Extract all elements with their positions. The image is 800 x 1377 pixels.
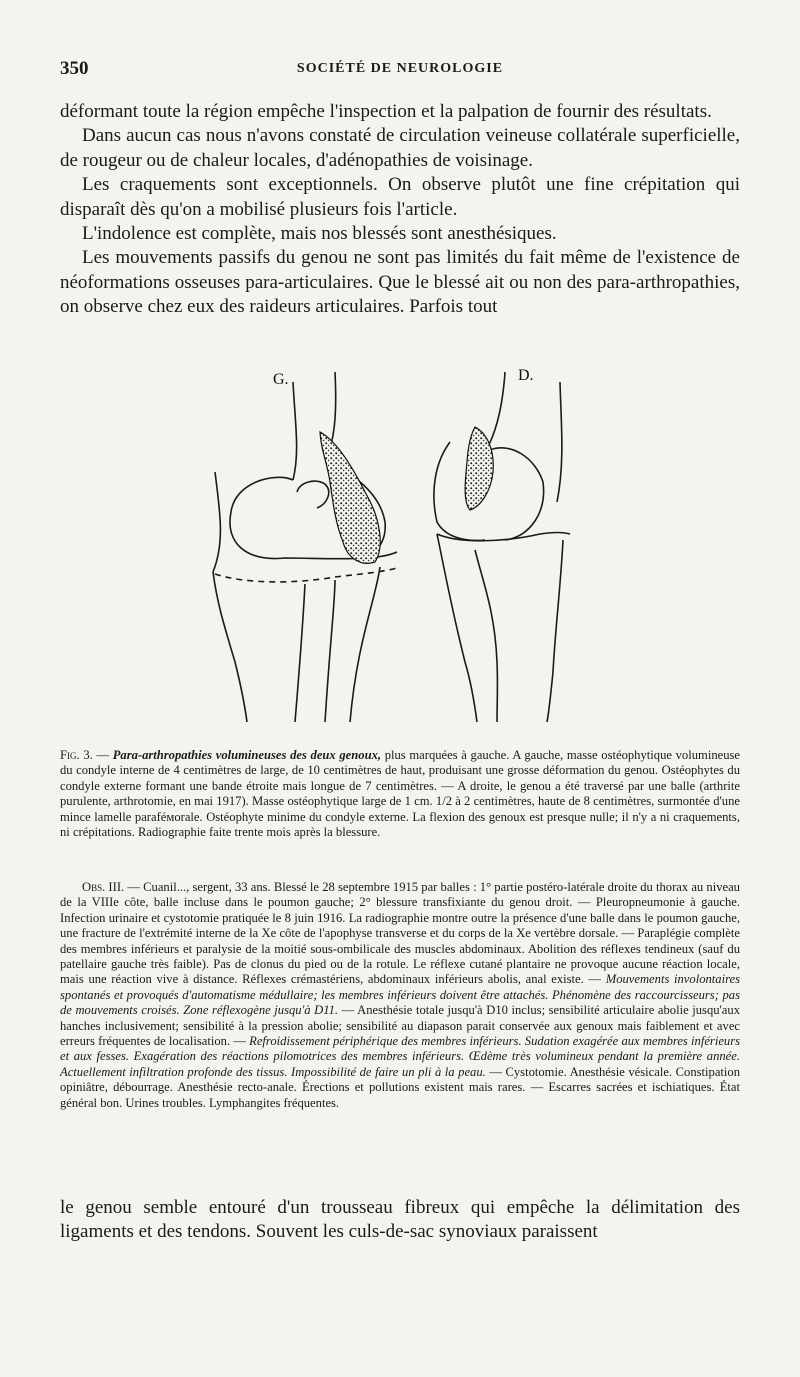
observation-text-2: — Anesthésie totale jusqu'à D10 inclus; sensibilité articulaire abolie jusqu'aux hanches inclusivement; sensibilité à la pression abolie; sensibilité au diapason parait conservée aux genoux mais faiblement et avec erreurs fréquentes de localisation. — xyxy=(60,1003,740,1049)
knee-radiograph-figure xyxy=(175,362,595,732)
label-right-knee: D. xyxy=(518,367,534,384)
page-header xyxy=(60,58,740,82)
observation-text-3: — Cystotomie. Anesthésie vésicale. Constipation opiniâtre, débourrage. Anesthésie recto-anale. Érections et pollutions existent mais rares. — Escarres sacrées et ischiatiques. État général bon. Urines troubles. Lymphangites fréquentes. xyxy=(60,1064,741,1110)
caption-text: plus marquées à gauche. A gauche, masse ostéophytique volumineuse du condyle interne de 4 centimètres de large, de 10 centimètres de haut, produisant une grosse déformation du genou. Ostéophytes du condyle externe formant une bande étroite mais longue de 7 centimètres. — A droite, le genou a été traversé par une balle (arthrite purulente, arthrotomie, en mai 1917). Masse ostéophytique large de 1 cm. 1/2 à 2 centimètres, haute de 8 centimètres, surmontée d'une mince lamelle paraféмorale. Ostéophyte minime du condyle externe. La flexion des genoux est presque nulle; il n'y a ni craquements, ni crépitations. Radiographie faite trente mois après la blessure. xyxy=(60,748,740,840)
paragraph: Dans aucun cas nous n'avons constaté de circulation veineuse collatérale superficielle, de rougeur ou de chaleur locales, d'adénopathies de voisinage. xyxy=(60,125,740,171)
figure-caption xyxy=(60,748,740,840)
running-head: SOCIÉTÉ DE NEUROLOGIE xyxy=(296,61,504,76)
paragraph: Les craquements sont exceptionnels. On observe plutôt une fine crépitation qui disparaît dès qu'on a mobilisé plusieurs fois l'article. xyxy=(60,174,740,220)
caption-paragraph xyxy=(60,748,740,840)
right-knee xyxy=(434,372,570,722)
closing-paragraph: le genou semble entouré d'un trousseau fibreux qui empêche la délimitation des ligaments et des tendons. Souvent les culs-de-sac synoviaux paraissent xyxy=(60,1197,740,1243)
caption-title: Para-arthropathies volumineuses des deux genoux, xyxy=(112,748,382,762)
left-osteophyte-mass xyxy=(320,432,380,563)
label-left-knee: G. xyxy=(273,371,289,388)
knee-drawing xyxy=(175,362,595,732)
caption-lead: Fig. 3. — xyxy=(60,748,110,762)
paragraph: Les mouvements passifs du genou ne sont pas limités du fait même de l'existence de néoformations osseuses para-articulaires. Que le blessé ait ou non des para-arthropathies, on observe chez eux des raideurs articulaires. Parfois tout xyxy=(60,247,740,318)
closing-text-block xyxy=(60,1196,740,1245)
page-number: 350 xyxy=(60,58,89,79)
observation-paragraph xyxy=(60,880,740,1111)
observation-text-1: — Cuanil..., sergent, 33 ans. Blessé le 28 septembre 1915 par balles : 1° partie postéro-latérale droite du thorax au niveau de la VIIIe côte, balle incluse dans le poumon gauche; 2° blessure transfixiante du genou droit. — Pleuropneumonie à gauche. Infection urinaire et cystotomie pratiquée le 8 juin 1916. La radiographie montre outre la présence d'une balle dans le poumon gauche, une fracture de l'extrémité interne de la Xe côte de l'apophyse transverse et du corps de la Xe vertèbre dorsale. — Paraplégie complète des membres inférieurs et paralysie de la moitié sous-ombilicale des muscles abdominaux. Abolition des réflexes tendineux (sauf du patellaire gauche très faible). Pas de clonus du pied ou de la rotule. Le réflexe cutané plantaire ne provoque aucune réaction locale, mais une réaction vive à distance. Réflexes crémastériens, abdominaux inférieurs abolis, anal existe. — xyxy=(60,880,740,987)
paragraph: déformant toute la région empêche l'inspection et la palpation de fournir des résultats. xyxy=(60,101,712,122)
observation-italic-2: Refroidissement périphérique des membres inférieurs. Sudation exagérée aux membres inférieurs et aux fesses. Exagération des réactions pilomotrices des membres inférieurs. Œdème très volumineux pendant la première année. Actuellement infiltration profonde des tissus. Impossibilité de faire un pli à la peau. xyxy=(60,1034,741,1079)
paragraph: L'indolence est complète, mais nos blessés sont anesthésiques. xyxy=(82,223,557,245)
observation-italic-1: Mouvements involontaires spontanés et provoqués d'automatisme médullaire; les membres inférieurs doivent être attachés. Phénomène des raccourcisseurs; pas de mouvements croisés. Zone réflexogène jusqu'à D11. xyxy=(60,972,741,1018)
right-osteophyte-mass xyxy=(465,427,493,510)
intro-text xyxy=(60,100,740,320)
observation-block xyxy=(60,880,740,1111)
observation-lead: Obs. III. xyxy=(82,880,125,894)
